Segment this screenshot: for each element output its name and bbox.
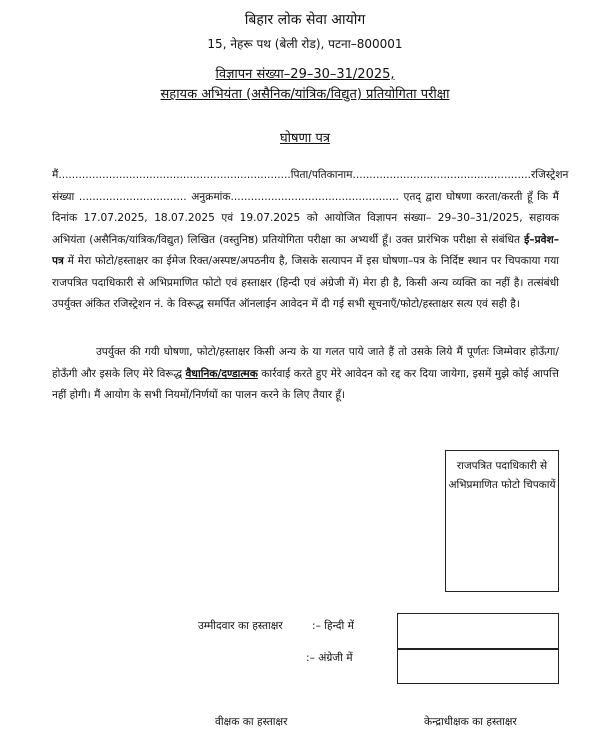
registration-label: रजिस्ट्रेशन <box>530 169 569 181</box>
superintendent-signature-label: केन्द्राधीक्षक का हस्ताक्षर <box>424 716 517 728</box>
father-name-blank: नाम..................................................... <box>337 169 531 181</box>
name-blank: मैं..................................................................... <box>52 169 291 181</box>
org-name: बिहार लोक सेवा आयोग <box>244 12 366 28</box>
hindi-signature-box[interactable] <box>397 613 559 649</box>
org-address: 15, नेहरू पथ (बेली रोड), पटना–800001 <box>207 37 403 51</box>
declaration-first-line <box>52 165 569 187</box>
liability-paragraph: उपर्युक्त की गयी घोषणा, फोटो/हस्ताक्षर किसी अन्य के या गलत पाये जाते हैं तो उसके लिये मैं पूर्णतः जिम्मेवार होऊँगा/होऊँगी और इसके लिए मेरे विरूद्ध वैधानिक/दण्डात्मक कार्रवाई करते हुए मेरे आवेदन को रद्द कर दिया जायेगा, इसमें मुझे कोई आपत्ति नहीं होगी। मैं आयोग के सभी नियमों/निर्णयों का पालन करने के लिए तैयार हूँ। <box>52 346 559 401</box>
candidate-signature-label: उम्मीदवार का हस्ताक्षर <box>198 620 283 632</box>
invigilator-signature-label: वीक्षक का हस्ताक्षर <box>215 716 288 728</box>
legal-action-term: वैधानिक/दण्डात्मक <box>185 367 258 380</box>
page-title: घोषणा पत्र <box>279 131 331 146</box>
e-admit-card-term: ई–प्रवेश–पत्र <box>52 233 559 267</box>
english-signature-box[interactable] <box>397 649 559 684</box>
english-signature-label: :– अंग्रेजी में <box>306 652 353 664</box>
declaration-paragraph <box>52 165 569 316</box>
ka-label: का <box>326 169 338 181</box>
hindi-signature-label: :– हिन्दी में <box>312 620 354 632</box>
photo-box[interactable] <box>445 450 559 592</box>
photo-instruction: राजपत्रित पदाधिकारी से अभिप्रमाणित फोटो चिपकायें <box>448 460 556 491</box>
exam-name: सहायक अभियंता (असैनिक/यांत्रिक/विद्युत) प्रतियोगिता परीक्षा <box>160 87 450 102</box>
father-husband-label: पिता/पति <box>290 169 327 181</box>
declaration-body: संख्या ................................ अनुक्रमांक.................................................. एतद् द्वारा घोषणा करता/करती हूँ कि मैं दिनांक 17.07.2025, 18.07.2025 एवं 19.07.2025 को आयोजित विज्ञापन संख्या– 29–30–31/2025, सहायक अभियंता (असैनिक/यांत्रिक/विद्युत) लिखित (वस्तुनिष्ठ) प्रतियोगिता परीक्षा का अभ्यर्थी हूँ। उक्त प्रारंभिक परीक्षा से संबंधित ई–प्रवेश–पत्र में मेरा फोटो/हस्ताक्षर का ईमेज रिक्त/अस्पष्ट/अपठनीय है, जिसके सत्यापन में इस घोषणा–पत्र के निर्दिष्ट स्थान पर चिपकाया गया राजपत्रित पदाधिकारी से अभिप्रमाणित फोटो एवं हस्ताक्षर (हिन्दी एवं अंग्रेजी में) मेरा ही है, किसी अन्य व्यक्ति का नहीं है। तत्संबंधी उपर्युक्त अंकित रजिस्ट्रेशन नं. के विरूद्ध समर्पित ऑनलाईन आवेदन में दी गई सभी सूचनाएँ/फोटो/हस्ताक्षर सत्य एवं सही है। <box>52 190 559 310</box>
advertisement-number: विज्ञापन संख्या–29–30–31/2025, <box>215 67 395 82</box>
